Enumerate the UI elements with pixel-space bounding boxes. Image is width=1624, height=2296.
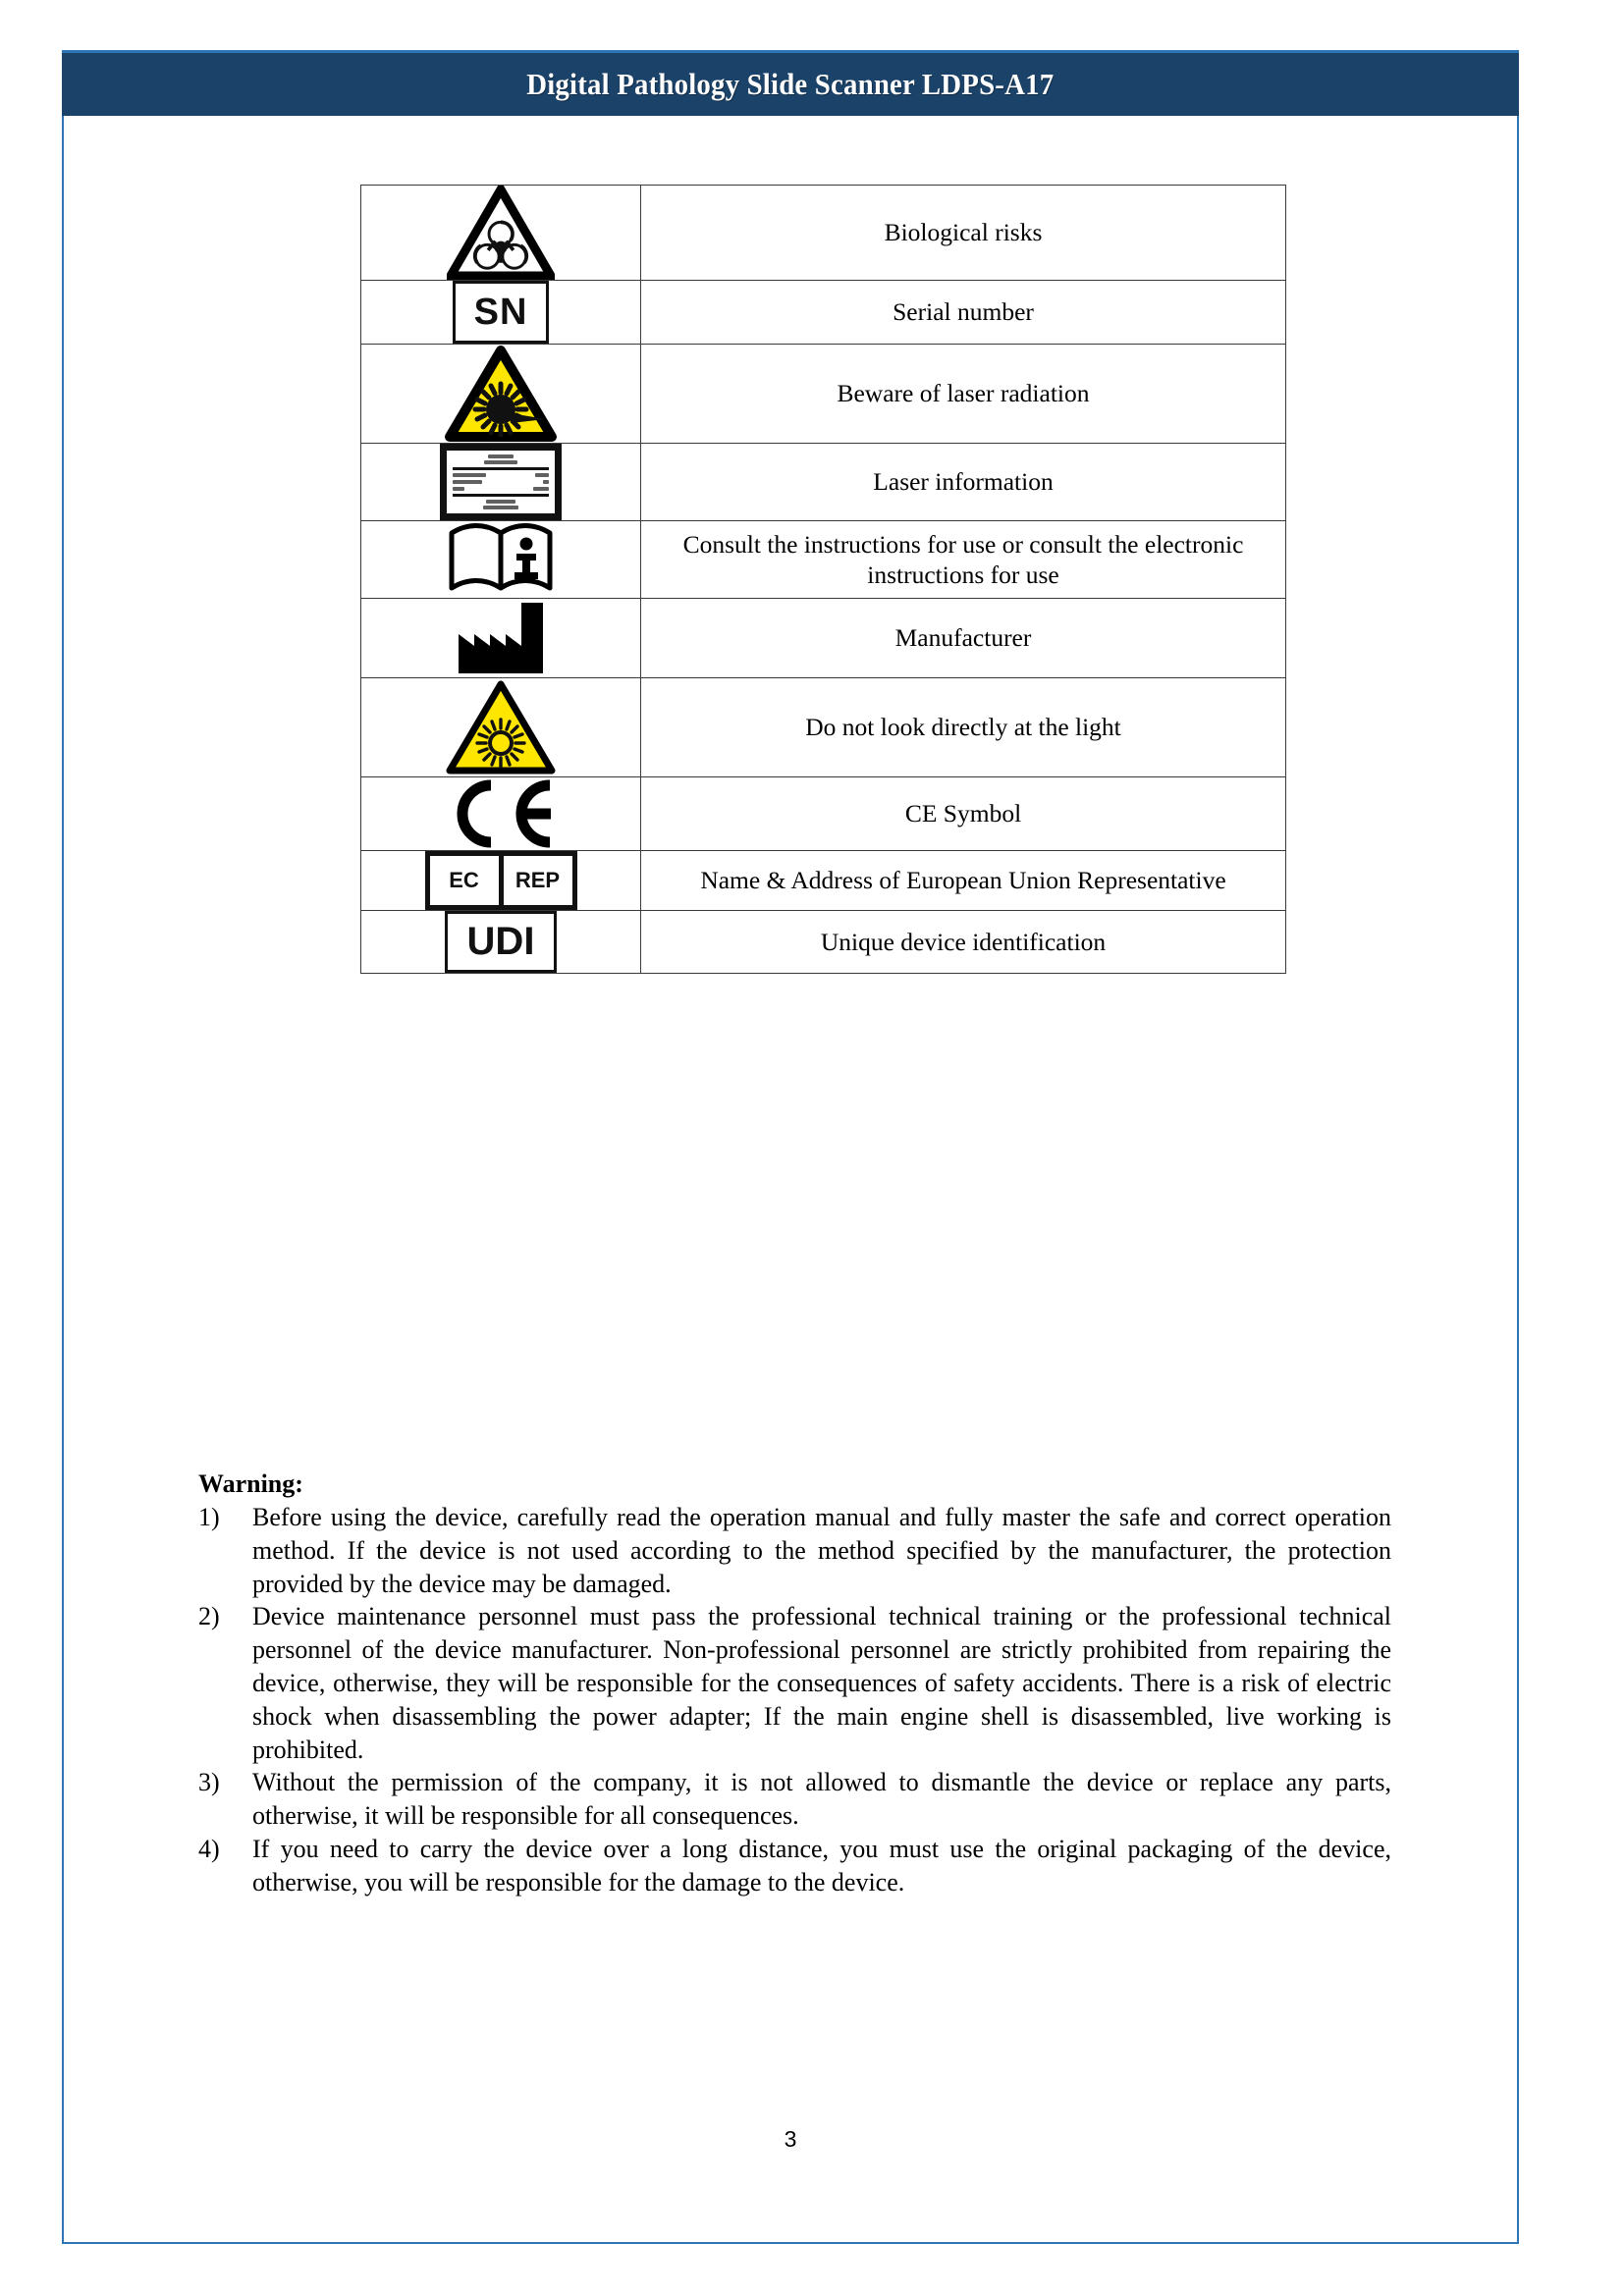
ec-rep-icon [361, 851, 640, 910]
list-item [198, 1600, 1391, 1766]
table-row [361, 444, 1286, 521]
list-item [198, 1766, 1391, 1833]
page-number: 3 [784, 2126, 797, 2152]
bright-light-warning-triangle-icon [361, 678, 640, 776]
sn-icon-label: SN [453, 281, 549, 344]
symbol-cell [361, 345, 641, 444]
ec-icon-label: EC [449, 868, 479, 892]
consult-instructions-for-use-booklet-icon [361, 521, 640, 598]
symbol-cell [361, 599, 641, 678]
symbol-cell [361, 851, 641, 911]
symbol-cell [361, 186, 641, 281]
symbol-description: Manufacturer [641, 599, 1286, 678]
table-row [361, 186, 1286, 281]
udi-icon-label: UDI [445, 911, 557, 973]
symbol-description: Name & Address of European Union Representative [641, 851, 1286, 911]
warning-heading: Warning: [198, 1469, 303, 1498]
list-item-number: 2) [198, 1602, 220, 1631]
list-item-text: Device maintenance personnel must pass the professional technical training or the professional technical personnel of the device manufacturer. Non-professional personnel are strictly prohibited from repairing the device, otherwise, they will be responsible for the consequences of safety accidents. There is a risk of electric shock when disassembling the power adapter; If the main engine shell is disassembled, live working is prohibited. [252, 1602, 1391, 1764]
laser-information-label-icon [361, 444, 640, 520]
symbol-description: Do not look directly at the light [641, 678, 1286, 777]
symbol-cell [361, 678, 641, 777]
symbol-description: Consult the instructions for use or consult the electronic instructions for use [641, 521, 1286, 599]
ce-mark-icon [361, 777, 640, 850]
list-item-text: If you need to carry the device over a long distance, you must use the original packaging of the device, otherwise, you will be responsible for the damage to the device. [252, 1834, 1391, 1896]
document-page [62, 50, 1519, 2244]
table-row [361, 678, 1286, 777]
list-item-text: Without the permission of the company, it is not allowed to dismantle the device or replace any parts, otherwise, it will be responsible for all consequences. [252, 1768, 1391, 1831]
serial-number-sn-icon [361, 281, 640, 344]
table-row [361, 281, 1286, 345]
symbol-description: Unique device identification [641, 911, 1286, 974]
symbol-cell [361, 281, 641, 345]
symbol-cell [361, 521, 641, 599]
list-item-number: 1) [198, 1503, 220, 1531]
table-row [361, 599, 1286, 678]
laser-radiation-warning-triangle-icon [361, 345, 640, 443]
table-row [361, 777, 1286, 851]
list-item-number: 3) [198, 1768, 220, 1797]
biohazard-warning-triangle-icon [361, 186, 640, 280]
symbol-description: Laser information [641, 444, 1286, 521]
symbol-cell [361, 911, 641, 974]
symbol-description: CE Symbol [641, 777, 1286, 851]
warning-section [198, 1469, 1391, 1899]
list-item [198, 1501, 1391, 1600]
table-row [361, 521, 1286, 599]
symbol-cell [361, 777, 641, 851]
page-title: Digital Pathology Slide Scanner LDPS-A17 [526, 67, 1055, 101]
udi-icon [361, 911, 640, 973]
table-row [361, 851, 1286, 911]
table-row [361, 911, 1286, 974]
manufacturer-factory-icon [361, 599, 640, 677]
page-header-band [62, 50, 1519, 116]
table-row [361, 345, 1286, 444]
list-item [198, 1833, 1391, 1899]
rep-icon-label: REP [499, 856, 572, 905]
symbol-description: Serial number [641, 281, 1286, 345]
list-item-number: 4) [198, 1834, 220, 1863]
symbol-description: Biological risks [641, 186, 1286, 281]
symbol-cell [361, 444, 641, 521]
symbol-legend-table [360, 185, 1286, 974]
list-item-text: Before using the device, carefully read the operation manual and fully master the safe and correct operation method. If the device is not used according to the method specified by the manufacturer, the protection provided by the device may be damaged. [252, 1503, 1391, 1598]
symbol-description: Beware of laser radiation [641, 345, 1286, 444]
